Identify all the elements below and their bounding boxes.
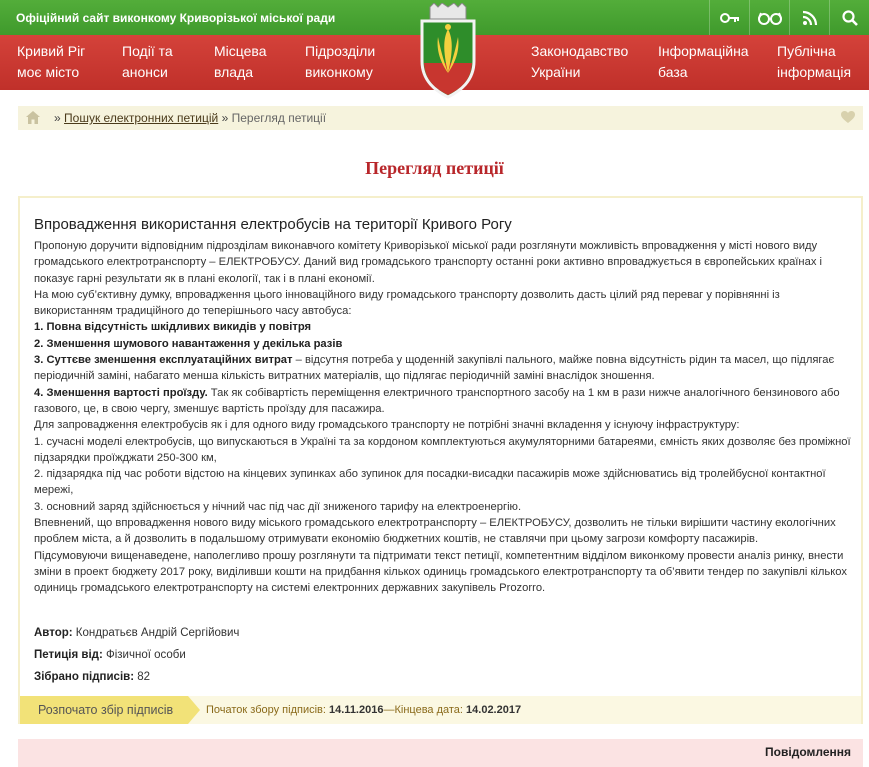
petition-point: 2. Зменшення шумового навантаження у декілька разів xyxy=(34,337,343,350)
top-icons xyxy=(709,0,869,35)
key-icon[interactable] xyxy=(709,0,749,35)
petition-list-item: 3. основний заряд здійснюється у нічний час під час дії зниженого тарифу на електроенергію. xyxy=(34,500,522,513)
petition-author: Автор: Кондратьєв Андрій Сергійович xyxy=(34,627,240,639)
status-dates: Початок збору підписів: 14.11.2016—Кінцева дата: 14.02.2017 xyxy=(206,704,522,716)
petition-from: Петиція від: Фізичної особи xyxy=(34,649,186,661)
search-icon[interactable] xyxy=(829,0,869,35)
petition-point: 4. Зменшення вартості проїзду. Так як собівартість переміщення електричного транспортного засобу на 1 км в рази нижче аналогічного бензинового або газового, це, в свою чергу, зменшує вартість проїзду для пасажира. xyxy=(34,386,840,415)
status-badge: Розпочато збір підписів xyxy=(20,696,188,724)
petition-paragraph: Впевнений, що впровадження нового виду міського громадського електротранспорту – ЕЛЕКТРОБУСУ, дозволить не тільки вирішити частину екологічних проблем міста, а й дозволить в подальшому отримувати економію бюджетних коштів, не ставлячи при цьому загрози комфорту пасажирів. xyxy=(34,517,836,546)
rss-icon[interactable] xyxy=(789,0,829,35)
petition-list-item: 2. підзарядка під час роботи відстою на кінцевих зупинках або зупинок для посадки-висадки пасажирів може здійснюватись від тролейбусної контактної мережі, xyxy=(34,468,826,497)
petition-point: 3. Суттєве зменшення експлуатаційних витрат – відсутня потреба у щоденній закупівлі пального, майже повна відсутність рідин та масел, що підлягає періодичній заміні, набагато менша кількість витратних матеріалів, що підлягає періодичній заміні внаслідок зношення. xyxy=(34,354,835,383)
petition-body xyxy=(34,238,852,597)
petition-paragraph: Пропоную доручити відповідним підрозділам виконавчого комітету Криворізької міської ради розглянути можливість впровадження у місті нового виду громадського електротранспорту – ЕЛЕКТРОБУСУ. Даний вид громадського транспорту останні роки активно впроваджується в європейських країнах і показує гарні результати як в плані екології, так і в плані економії. xyxy=(34,240,823,285)
nav-item-info-base[interactable]: Інформаційна база xyxy=(658,43,749,80)
petition-card xyxy=(18,196,863,724)
breadcrumb-separator: » xyxy=(221,111,229,125)
glasses-icon[interactable] xyxy=(749,0,789,35)
breadcrumb-link-petition-search[interactable]: Пошук електронних петицій xyxy=(64,111,219,125)
city-emblem-logo[interactable] xyxy=(416,3,480,99)
petition-list-item: 1. сучасні моделі електробусів, що випускаються в Україні та за кордоном комплектуються акумуляторними батареями, ємність яких дозволяє без проміжної підзарядки проїжджати 250-300 км, xyxy=(34,435,851,464)
petition-paragraph: Для запровадження електробусів як і для одного виду громадського транспорту не потрібні значні вкладення у існуючу інфраструктуру: xyxy=(34,419,740,432)
breadcrumb-separator: » xyxy=(54,111,61,125)
heart-icon[interactable] xyxy=(841,111,855,127)
messages-panel xyxy=(18,739,863,767)
nav-item-events[interactable]: Події та анонси xyxy=(122,43,173,80)
nav-item-public-info[interactable]: Публічна інформація xyxy=(777,43,852,80)
breadcrumb xyxy=(18,106,863,130)
petition-signatures: Зібрано підписів: 82 xyxy=(34,671,151,683)
petition-title: Впровадження використання електробусів на території Кривого Рогу xyxy=(34,216,512,233)
messages-label: Повідомлення xyxy=(765,745,851,759)
petition-paragraph: На мою суб’єктивну думку, впровадження цього інноваційного виду громадського транспорту дозволить дасть цілий ряд переваг у порівнянні із використанням традиційного до теперішнього часу автобуса: xyxy=(34,288,780,318)
breadcrumb-current: Перегляд петиції xyxy=(231,111,327,125)
nav-item-legislation[interactable]: Законодавство України xyxy=(531,43,629,80)
page-title: Перегляд петиції xyxy=(365,158,504,178)
site-title[interactable]: Офіційний сайт виконкому Криворізької міської ради xyxy=(16,11,336,25)
nav-item-departments[interactable]: Підрозділи виконкому xyxy=(305,43,376,80)
petition-point: 1. Повна відсутність шкідливих викидів у повітря xyxy=(34,321,312,334)
petition-paragraph: Підсумовуючи вищенаведене, наполегливо прошу розглянути та підтримати текст петиції, компетентним відділом виконкому провести аналіз ринку, внести зміни в проект бюджету 2017 року, виділивши кошти на придбання кількох одиниць громадського електротранспорту та об’явити тендер по закупівлі кількох одиниць громадського електротранспорту на системі електронних державних закупівель Prozorro. xyxy=(34,549,847,595)
nav-item-city[interactable]: Кривий Ріг моє місто xyxy=(17,43,86,80)
petition-status-bar xyxy=(20,696,861,724)
home-icon[interactable] xyxy=(26,111,40,127)
nav-item-local-government[interactable]: Місцева влада xyxy=(214,43,267,80)
